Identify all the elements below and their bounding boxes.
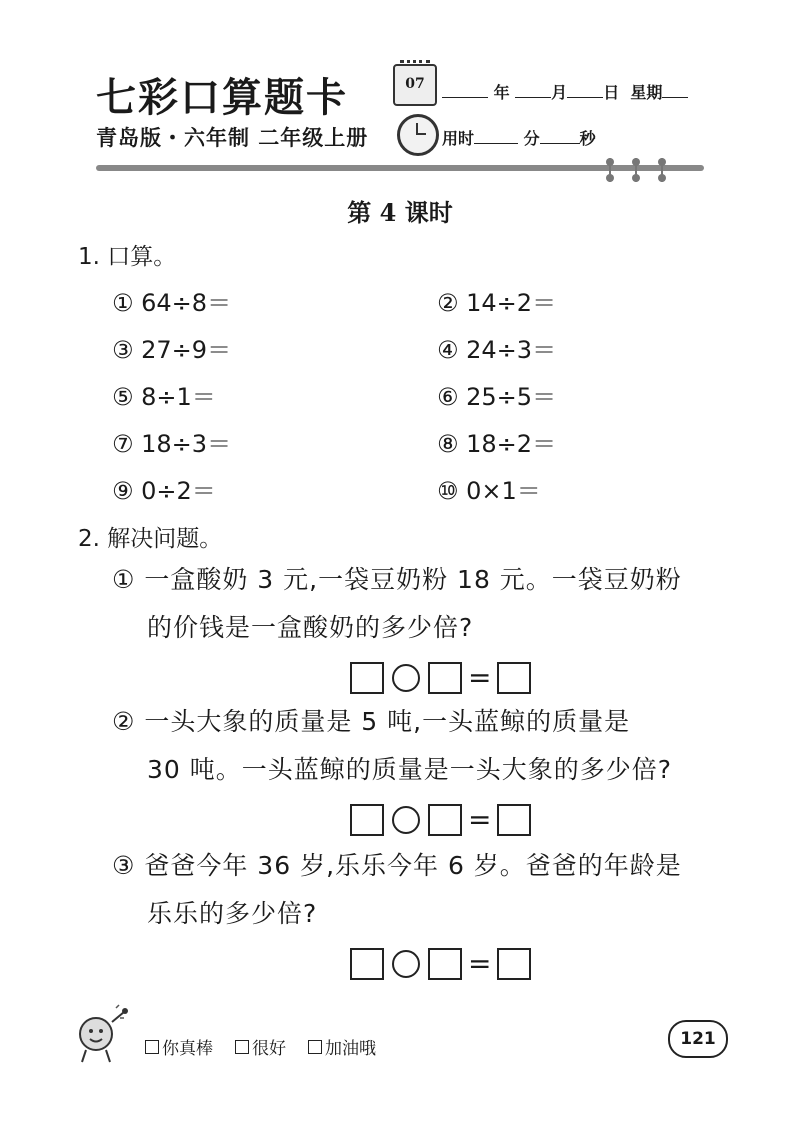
edition-label: 青岛版・六年制 二年级上册 xyxy=(96,126,369,150)
rating-checkbox[interactable] xyxy=(235,1040,249,1054)
oral-problem: ④ 24÷3＝ xyxy=(437,336,557,364)
rating-option[interactable]: 加油哦 xyxy=(308,1034,376,1059)
answer-box[interactable] xyxy=(428,662,462,694)
operator-circle[interactable] xyxy=(392,806,420,834)
section1-title: 1. 口算。 xyxy=(78,244,177,270)
oral-problem: ⑨ 0÷2＝ xyxy=(112,477,216,505)
answer-equation xyxy=(350,662,531,694)
operator-circle[interactable] xyxy=(392,950,420,978)
answer-box[interactable] xyxy=(497,804,531,836)
calendar-icon xyxy=(393,64,437,106)
answer-equation xyxy=(350,948,531,980)
answer-box[interactable] xyxy=(428,948,462,980)
rating-option[interactable]: 很好 xyxy=(235,1034,286,1059)
rating-checkbox[interactable] xyxy=(308,1040,322,1054)
time-fields: 用时 分 秒 xyxy=(442,129,596,148)
answer-box[interactable] xyxy=(350,804,384,836)
oral-problem: ⑧ 18÷2＝ xyxy=(437,430,557,458)
equals-sign: = xyxy=(468,661,492,694)
brand-title: 七彩口算题卡 xyxy=(96,74,348,121)
oral-problem: ② 14÷2＝ xyxy=(437,289,557,317)
lesson-title: 第 4 课时 xyxy=(347,198,453,227)
equals-sign: = xyxy=(468,803,492,836)
question-line: ③ 爸爸今年 36 岁,乐乐今年 6 岁。爸爸的年龄是 xyxy=(112,851,682,880)
divider-pin xyxy=(635,158,637,182)
clock-icon xyxy=(397,114,439,156)
self-rating xyxy=(145,1034,376,1059)
answer-box[interactable] xyxy=(428,804,462,836)
calendar-day: 07 xyxy=(405,76,425,92)
answer-box[interactable] xyxy=(497,662,531,694)
rating-checkbox[interactable] xyxy=(145,1040,159,1054)
operator-circle[interactable] xyxy=(392,664,420,692)
oral-problem: ⑥ 25÷5＝ xyxy=(437,383,557,411)
rating-option[interactable]: 你真棒 xyxy=(145,1034,213,1059)
answer-box[interactable] xyxy=(350,662,384,694)
oral-problem: ⑦ 18÷3＝ xyxy=(112,430,232,458)
section2-title: 2. 解决问题。 xyxy=(78,526,223,552)
question-line: ① 一盒酸奶 3 元,一袋豆奶粉 18 元。一袋豆奶粉 xyxy=(112,565,682,594)
question-line: 的价钱是一盒酸奶的多少倍? xyxy=(147,613,474,642)
answer-box[interactable] xyxy=(497,948,531,980)
divider-pin xyxy=(609,158,611,182)
oral-problem: ① 64÷8＝ xyxy=(112,289,232,317)
header-divider xyxy=(96,165,704,171)
oral-problem: ⑤ 8÷1＝ xyxy=(112,383,216,411)
mascot-icon xyxy=(72,1004,132,1066)
oral-problem: ③ 27÷9＝ xyxy=(112,336,232,364)
question-line: 30 吨。一头蓝鲸的质量是一头大象的多少倍? xyxy=(147,755,673,784)
page-number: 121 xyxy=(668,1020,728,1058)
question-line: 乐乐的多少倍? xyxy=(147,899,318,928)
equals-sign: = xyxy=(468,947,492,980)
answer-equation xyxy=(350,804,531,836)
divider-pin xyxy=(661,158,663,182)
oral-problem: ⑩ 0×1＝ xyxy=(437,477,541,505)
date-fields: 年 月 日 星期 xyxy=(442,80,688,103)
question-line: ② 一头大象的质量是 5 吨,一头蓝鲸的质量是 xyxy=(112,707,631,736)
answer-box[interactable] xyxy=(350,948,384,980)
